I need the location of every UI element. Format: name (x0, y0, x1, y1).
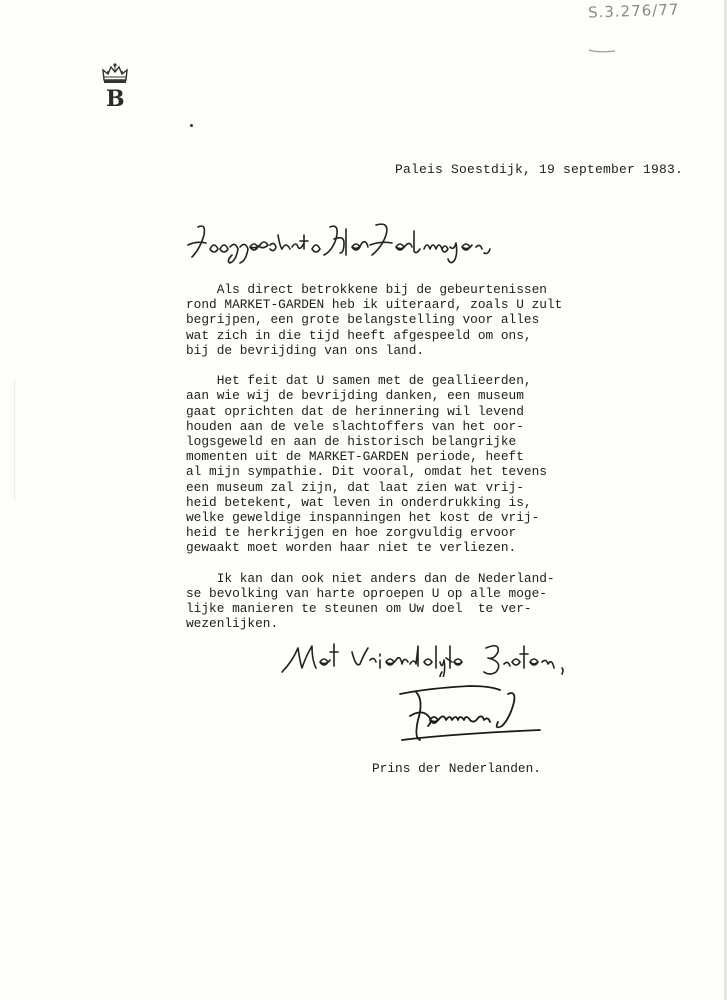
royal-crown-icon (100, 62, 130, 84)
body-line: wat zich in die tijd heeft afgespeeld om ons, (186, 327, 532, 343)
handwritten-closing (278, 632, 578, 677)
body-line: Als direct betrokkene bij de gebeurtenissen (186, 282, 547, 297)
paragraph-3 (186, 571, 616, 632)
body-line: heid te herkrijgen en hoe zorgvuldig ervoor (186, 525, 517, 541)
letterhead-monogram: B (106, 86, 125, 112)
archive-reference: S.3.276/77 (587, 0, 680, 22)
handwritten-signature (390, 680, 550, 750)
body-line: houden aan de vele slachtoffers van het oor- (186, 418, 524, 434)
body-line: gewaakt moet worden haar niet te verliezen. (186, 540, 517, 556)
body-line: begrijpen, een grote belangstelling voor alles (186, 312, 540, 328)
signatory-title: Prins der Nederlanden. (372, 761, 541, 776)
scan-artifact (14, 380, 15, 500)
body-line: gaat oprichten dat de herinnering wil levend (186, 403, 524, 419)
dateline: Paleis Soestdijk, 19 september 1983. (394, 162, 683, 177)
body-line: wezenlijken. (186, 616, 279, 632)
body-line: rond MARKET-GARDEN heb ik uiteraard, zoals U zult (186, 297, 563, 313)
body-line: lijke manieren te steunen om Uw doel te ver- (186, 601, 532, 617)
ink-dot (190, 124, 193, 127)
body-line: logsgeweld en aan de historisch belangrijke (186, 434, 517, 450)
handwritten-salutation (184, 215, 504, 270)
body-line: heid betekent, wat leven in onderdrukking is, (186, 494, 532, 510)
paragraph-1 (186, 282, 616, 358)
body-line: Het feit dat U samen met de geallieerden, (186, 373, 532, 389)
body-line: se bevolking van harte oproepen U op alle moge- (186, 586, 547, 602)
body-line: momenten uit de MARKET-GARDEN periode, heeft (186, 449, 524, 465)
pencil-mark (588, 48, 616, 54)
body-line: al mijn sympathie. Dit vooral, omdat het tevens (186, 464, 547, 480)
body-line: een museum zal zijn, dat laat zien wat vrij- (186, 479, 524, 495)
paragraph-2 (186, 373, 616, 555)
body-line: aan wie wij de bevrijding danken, een museum (186, 388, 524, 404)
body-line: Ik kan dan ook niet anders dan de Nederland- (186, 570, 555, 586)
body-line: bij de bevrijding van ons land. (186, 342, 425, 358)
letter-body (186, 282, 616, 647)
body-line: welke geweldige inspanningen het kost de vrij- (186, 510, 540, 526)
